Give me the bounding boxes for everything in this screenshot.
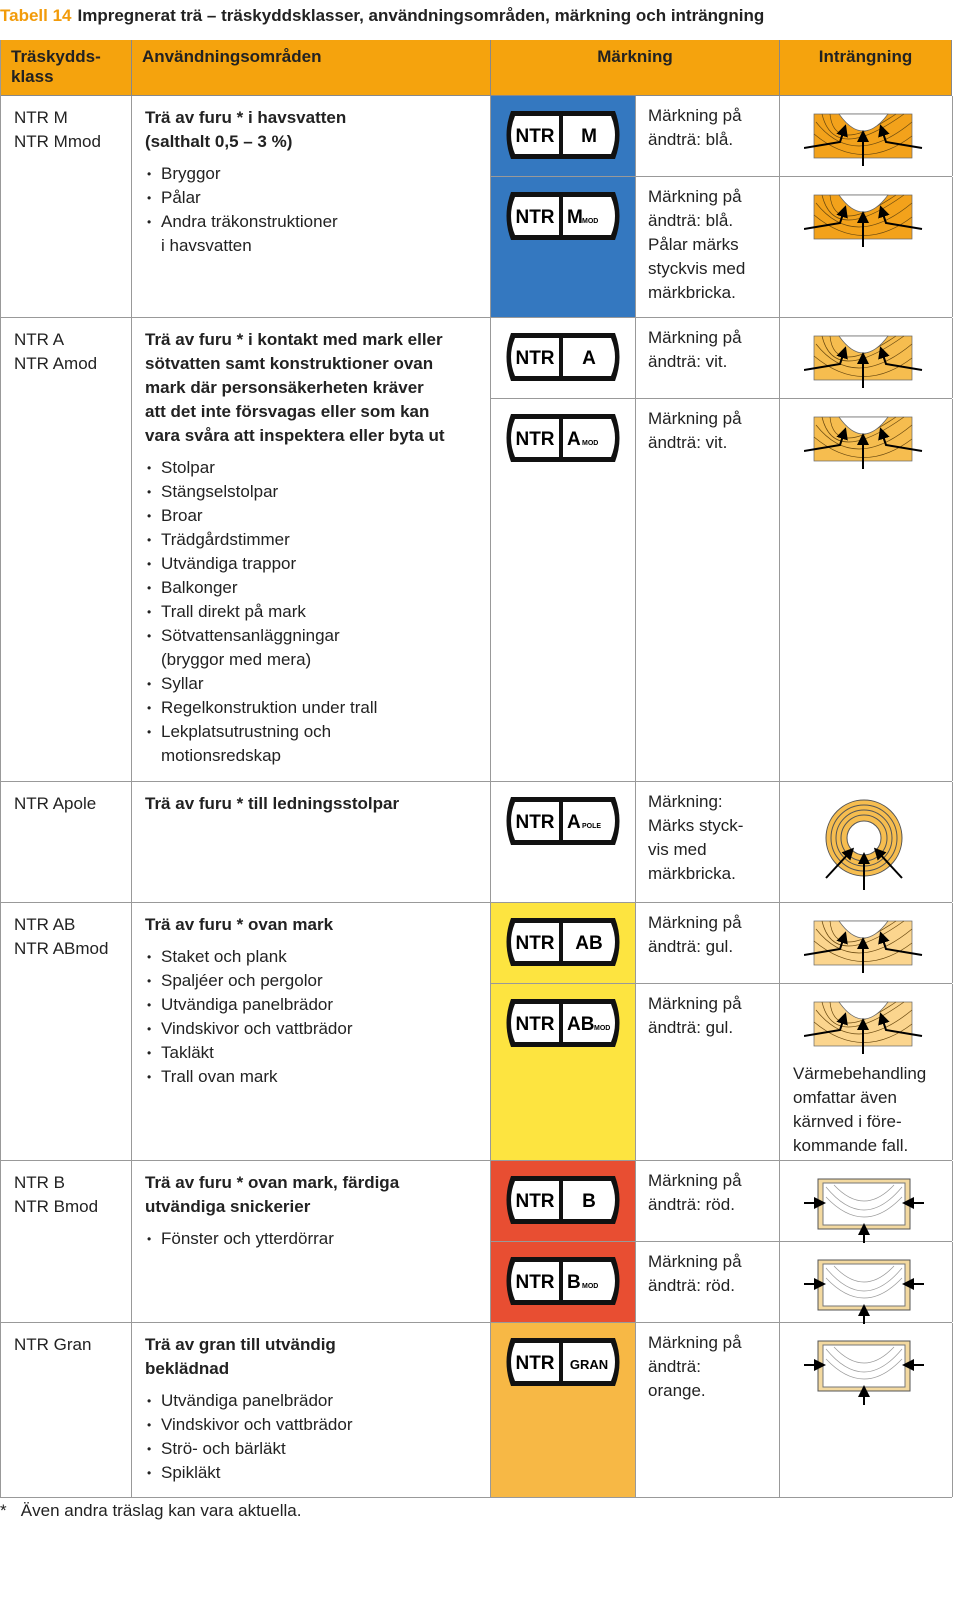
badge-class-label: A xyxy=(582,348,596,369)
usage-item: • Vindskivor och vattbrädor xyxy=(161,1017,482,1041)
badge-left-label: NTR xyxy=(515,1272,555,1293)
table-body xyxy=(1,96,952,1498)
ntr-badge xyxy=(505,1337,621,1387)
usage-item: • Sötvattensanläggningar (bryggor med mera) xyxy=(161,624,482,672)
usage-title: Trä av furu * ovan mark, färdiga utvändiga snickerier xyxy=(145,1173,400,1216)
usage-title: Trä av furu * i kontakt med mark eller sötvatten samt konstruktioner ovan mark där personsäkerheten kräver att det inte försvagas eller som kan vara svåra att inspektera eller byta ut xyxy=(145,330,445,445)
marking-subrow xyxy=(491,903,952,984)
badge-cell xyxy=(491,399,636,781)
penetration-cell xyxy=(780,1242,953,1322)
marking-text: Märkning på ändträ: blå. xyxy=(635,96,780,176)
usage-list xyxy=(145,1227,482,1251)
marking-text: Märkning på ändträ: röd. xyxy=(635,1161,780,1241)
table-header xyxy=(1,40,952,96)
ntr-badge xyxy=(505,998,621,1048)
usage-cell xyxy=(132,1161,491,1322)
badge-class-label: A xyxy=(567,429,581,450)
badge-cell xyxy=(491,903,636,983)
badge-cell xyxy=(491,984,636,1160)
badge-sub-label: MOD xyxy=(582,218,599,225)
marking-text: Märkning på ändträ: gul. xyxy=(635,984,780,1160)
sapwood-penetration-icon xyxy=(804,996,928,1072)
usage-title: Trä av furu * i havsvatten (salthalt 0,5 – 3 %) xyxy=(145,108,347,151)
usage-cell xyxy=(132,903,491,1160)
usage-cell xyxy=(132,318,491,781)
usage-cell xyxy=(132,96,491,317)
penetration-cell xyxy=(780,984,953,1160)
marking-text: Märkning på ändträ: vit. xyxy=(635,318,780,398)
usage-item: • Broar xyxy=(161,504,482,528)
usage-item: • Lekplatsutrustning och motionsredskap xyxy=(161,720,482,768)
badge-left-label: NTR xyxy=(515,207,555,228)
marking-subrow xyxy=(491,177,952,317)
badge-sub-label: MOD xyxy=(594,1025,611,1032)
marking-subrow xyxy=(491,1242,952,1322)
usage-title: Trä av furu * till ledningsstolpar xyxy=(145,794,400,813)
badge-sub-label: POLE xyxy=(582,823,602,830)
usage-item: • Spaljéer och pergolor xyxy=(161,969,482,993)
header-marking: Märkning xyxy=(491,40,780,95)
penetration-cell xyxy=(780,399,953,781)
badge-class-label: A xyxy=(567,812,581,833)
ntr-badge xyxy=(505,413,621,463)
usage-item: • Takläkt xyxy=(161,1041,482,1065)
usage-item: • Utvändiga panelbrädor xyxy=(161,1389,482,1413)
marking-subrow xyxy=(491,399,952,781)
badge-sub-label: MOD xyxy=(582,440,599,447)
penetration-cell xyxy=(780,1161,953,1241)
table-row xyxy=(1,318,952,782)
class-cell: NTR A NTR Amod xyxy=(1,318,132,781)
wood-protection-table xyxy=(0,40,952,1498)
header-penetration: Inträngning xyxy=(780,40,952,95)
class-cell: NTR AB NTR ABmod xyxy=(1,903,132,1160)
usage-list xyxy=(145,945,482,1089)
penetration-cell xyxy=(780,903,953,983)
joinery-frame-penetration-icon xyxy=(804,1335,928,1411)
class-cell: NTR Gran xyxy=(1,1323,132,1497)
penetration-cell xyxy=(780,177,953,317)
usage-item: • Regelkonstruktion under trall xyxy=(161,696,482,720)
pole-ring-penetration-icon xyxy=(804,794,928,894)
header-class: Träskydds- klass xyxy=(1,40,132,95)
badge-class-label: B xyxy=(567,1272,581,1293)
marking-text: Märkning: Märks styck- vis med märkbricka. xyxy=(635,782,780,902)
marking-text: Märkning på ändträ: röd. xyxy=(635,1242,780,1322)
usage-item: • Vindskivor och vattbrädor xyxy=(161,1413,482,1437)
badge-left-label: NTR xyxy=(515,429,555,450)
badge-left-label: NTR xyxy=(515,812,555,833)
badge-cell xyxy=(491,318,636,398)
footnote: * Även andra träslag kan vara aktuella. xyxy=(0,1501,302,1520)
badge-class-label: M xyxy=(581,126,597,147)
usage-list xyxy=(145,456,482,768)
ntr-badge xyxy=(505,917,621,967)
badge-cell xyxy=(491,1323,636,1497)
table-row xyxy=(1,782,952,903)
badge-left-label: NTR xyxy=(515,933,555,954)
penetration-cell xyxy=(780,96,953,176)
sapwood-penetration-icon xyxy=(804,330,928,406)
badge-left-label: NTR xyxy=(515,1353,555,1374)
penetration-cell xyxy=(780,1323,953,1497)
badge-cell xyxy=(491,1242,636,1322)
badge-cell xyxy=(491,96,636,176)
table-row xyxy=(1,1161,952,1323)
usage-item: • Pålar xyxy=(161,186,482,210)
class-cell: NTR M NTR Mmod xyxy=(1,96,132,317)
usage-item: • Stolpar xyxy=(161,456,482,480)
joinery-frame-penetration-icon xyxy=(804,1173,928,1249)
usage-item: • Trall ovan mark xyxy=(161,1065,482,1089)
ntr-badge xyxy=(505,332,621,382)
badge-cell xyxy=(491,782,636,902)
marking-text: Märkning på ändträ: blå. Pålar märks styckvis med märkbricka. xyxy=(635,177,780,317)
ntr-badge xyxy=(505,191,621,241)
badge-left-label: NTR xyxy=(515,126,555,147)
usage-cell xyxy=(132,782,491,902)
marking-subrow xyxy=(491,984,952,1160)
usage-item: • Balkonger xyxy=(161,576,482,600)
ntr-badge xyxy=(505,796,621,846)
badge-sub-label: MOD xyxy=(582,1283,599,1290)
marking-subrow xyxy=(491,96,952,177)
badge-left-label: NTR xyxy=(515,1014,555,1035)
marking-text: Märkning på ändträ: vit. xyxy=(635,399,780,781)
usage-item: • Spikläkt xyxy=(161,1461,482,1485)
table-title xyxy=(0,6,764,26)
marking-subrow xyxy=(491,318,952,399)
class-cell: NTR Apole xyxy=(1,782,132,902)
usage-item: • Stängselstolpar xyxy=(161,480,482,504)
usage-item: • Andra träkonstruktioner i havsvatten xyxy=(161,210,482,258)
sapwood-penetration-icon xyxy=(804,411,928,487)
table-row xyxy=(1,1323,952,1498)
marking-text: Märkning på ändträ: gul. xyxy=(635,903,780,983)
usage-item: • Strö- och bärläkt xyxy=(161,1437,482,1461)
badge-left-label: NTR xyxy=(515,348,555,369)
penetration-cell xyxy=(780,782,953,902)
badge-class-label: AB xyxy=(567,1014,595,1035)
marking-subrow xyxy=(491,1161,952,1242)
badge-class-label: B xyxy=(582,1191,596,1212)
table-row xyxy=(1,903,952,1161)
ntr-badge xyxy=(505,1175,621,1225)
usage-list xyxy=(145,1389,482,1485)
badge-cell xyxy=(491,177,636,317)
usage-item: • Staket och plank xyxy=(161,945,482,969)
joinery-frame-penetration-icon xyxy=(804,1254,928,1330)
penetration-cell xyxy=(780,318,953,398)
badge-class-label: M xyxy=(567,207,583,228)
usage-cell xyxy=(132,1323,491,1497)
usage-item: • Bryggor xyxy=(161,162,482,186)
marking-text: Märkning på ändträ: orange. xyxy=(635,1323,780,1497)
sapwood-penetration-icon xyxy=(804,108,928,184)
usage-list xyxy=(145,162,482,258)
usage-item: • Trall direkt på mark xyxy=(161,600,482,624)
penetration-note: Värmebehandling omfattar även kärnved i före- kommande fall. xyxy=(793,1064,927,1155)
class-cell: NTR B NTR Bmod xyxy=(1,1161,132,1322)
usage-item: • Trädgårdstimmer xyxy=(161,528,482,552)
badge-cell xyxy=(491,1161,636,1241)
badge-left-label: NTR xyxy=(515,1191,555,1212)
usage-item: • Utvändiga trappor xyxy=(161,552,482,576)
usage-title: Trä av gran till utvändig beklädnad xyxy=(145,1335,336,1378)
ntr-badge xyxy=(505,110,621,160)
sapwood-penetration-icon xyxy=(804,189,928,265)
usage-item: • Syllar xyxy=(161,672,482,696)
header-usage: Användningsområden xyxy=(132,40,491,95)
usage-title: Trä av furu * ovan mark xyxy=(145,915,334,934)
table-row xyxy=(1,96,952,318)
table-number: Tabell 14 xyxy=(0,6,72,25)
sapwood-penetration-icon xyxy=(804,915,928,991)
marking-subrow xyxy=(491,1323,952,1497)
usage-item: • Fönster och ytterdörrar xyxy=(161,1227,482,1251)
marking-subrow xyxy=(491,782,952,902)
badge-class-label: GRAN xyxy=(569,1357,609,1372)
usage-item: • Utvändiga panelbrädor xyxy=(161,993,482,1017)
table-caption: Impregnerat trä – träskyddsklasser, användningsområden, märkning och inträngning xyxy=(77,6,765,25)
ntr-badge xyxy=(505,1256,621,1306)
badge-class-label: AB xyxy=(575,933,603,954)
